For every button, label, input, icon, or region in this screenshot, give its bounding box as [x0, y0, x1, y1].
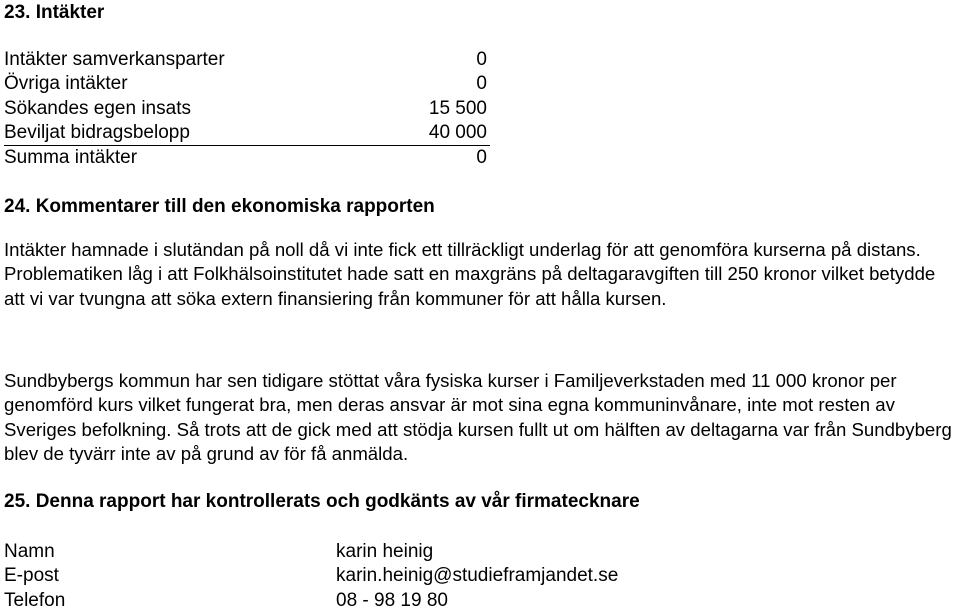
contact-row-phone — [4, 589, 664, 613]
comment-paragraph: Intäkter hamnade i slutändan på noll då vi inte fick ett tillräckligt underlag för att genomföra kurserna på distans. Problematiken låg i att Folkhälsoinstitutet hade satt en maxgräns på deltagaravgiften till 250 kronor vilket betydde att vi var tvungna att söka extern finansiering från kommuner för att hålla kursen. — [4, 239, 936, 309]
contact-table — [4, 540, 664, 613]
income-amount: 40 000 — [428, 122, 487, 144]
income-label: Sökandes egen insats — [4, 97, 191, 119]
contact-value: karin.heinig@studieframjandet.se — [336, 565, 619, 587]
contact-value: 08 - 98 19 80 — [336, 589, 448, 611]
income-table — [4, 48, 490, 170]
income-row — [4, 48, 490, 72]
income-amount: 0 — [476, 49, 487, 70]
section-heading-approval: 25. Denna rapport har kontrollerats och godkänts av vår firmatecknare — [4, 491, 640, 512]
income-amount: 15 500 — [428, 97, 487, 119]
contact-label: Namn — [4, 541, 55, 562]
income-label: Övriga intäkter — [4, 73, 128, 95]
contact-row-email — [4, 564, 664, 588]
contact-label: Telefon — [4, 589, 66, 611]
income-total-row — [4, 146, 490, 170]
income-row — [4, 97, 490, 121]
income-row — [4, 121, 490, 145]
income-label: Beviljat bidragsbelopp — [4, 122, 190, 144]
income-label: Intäkter samverkansparter — [4, 49, 225, 70]
contact-value: karin heinig — [336, 541, 434, 562]
section-heading-comments: 24. Kommentarer till den ekonomiska rapporten — [4, 196, 435, 217]
contact-row-name — [4, 540, 664, 564]
comment-paragraph: Sundbybergs kommun har sen tidigare stöttat våra fysiska kurser i Familjeverkstaden med 11 000 kronor per genomförd kurs vilket fungerat bra, men deras ansvar är mot sina egna kommuninvånare, inte mot resten av Sveriges befolkning. Så trots att de gick med att stödja kursen fullt ut om hälften av deltagarna var från Sundbyberg blev de tyvärr inte av på grund av för få anmälda. — [4, 370, 952, 465]
section-heading-income: 23. Intäkter — [4, 2, 105, 23]
income-total-label: Summa intäkter — [4, 146, 138, 168]
contact-label: E-post — [4, 565, 59, 587]
income-amount: 0 — [476, 73, 487, 95]
income-row — [4, 72, 490, 96]
income-total-amount: 0 — [476, 146, 487, 168]
